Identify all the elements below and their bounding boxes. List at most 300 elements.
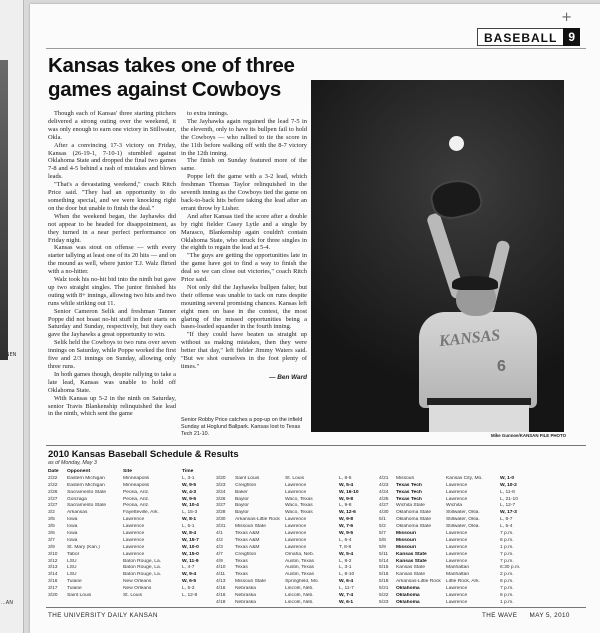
article-photo [311,80,564,432]
section-label: BASEBALL [477,28,563,46]
schedule-row [379,586,528,593]
game-result: L, 3-1 [339,565,352,571]
game-opponent: Missouri State [235,524,266,530]
game-opponent: Tabor [67,551,80,557]
game-opponent: Saint Louis [235,475,260,481]
game-site: Lawrence [123,544,145,550]
game-opponent: LSU [67,558,77,564]
game-result: W, 9-5 [339,531,354,537]
schedule-row [379,531,528,538]
game-site: Minneapolis [123,475,150,481]
previous-page-fragment-top: ...NEN [1,352,17,358]
game-date: 4/10 [216,565,226,571]
game-opponent: Nebraska [235,586,256,592]
game-opponent: Oklahoma State [396,517,432,523]
game-site: Little Rock, Ark. [446,579,480,585]
game-date: 3/12 [48,558,58,564]
game-date: 3/13 [48,565,58,571]
baseball-icon [449,136,464,151]
game-result: L, 3-1 [182,475,195,481]
game-result: T, 8-8 [339,544,352,550]
game-site: Waco, Texas [285,503,313,509]
game-date: 5/8 [379,537,386,543]
game-result: 6 p.m. [500,537,514,543]
game-site: Austin, Texas [285,572,314,578]
game-date: 4/21 [379,475,389,481]
previous-page-photo-edge [0,60,8,360]
game-result: 2 p.m. [500,572,514,578]
article-paragraph: The finish on Sunday featured more of the same. [181,157,307,173]
game-result: W, 15-7 [182,537,199,543]
game-opponent: Wichita State [396,503,425,509]
game-date: 3/27 [216,503,226,509]
schedule-rule [46,445,586,446]
game-site: Lawrence [446,586,468,592]
header-opponent: Opponent [67,469,91,474]
game-date: 3/17 [48,586,58,592]
schedule-row [216,524,367,531]
game-opponent: Eastern Michigan [67,475,105,481]
article-paragraph: Though each of Kansas' three starting pitchers delivered a strong outing over the weekend, it was only enough to earn one victory in Stillwater, Okla. [48,110,176,141]
game-opponent: Kansas State [396,572,426,578]
schedule-row [379,538,528,545]
game-result: L, 6-4 [339,537,352,543]
game-date: 3/6 [48,531,55,537]
game-opponent: Missouri State [235,579,266,585]
game-result: W, 5-4 [339,551,354,557]
game-site: Baton Rouge, La. [123,572,162,578]
article-paragraph: Not only did the Jayhawks bullpen falter, but their offense was unable to tack on runs despite mounting several promising chances. Kansas left eight men on base in the contest, the most glaring of the missed opportunities being a bases-loaded squander in the fourth inning. [181,283,307,331]
game-opponent: Iowa [67,524,78,530]
game-opponent: Eastern Michigan [67,482,105,488]
schedule-row [379,483,528,490]
game-site: Lawrence [446,544,468,550]
article-paragraph: Selik held the Cowboys to two runs over seven innings on Saturday, while Poppe worked the first five and 2/3 innings on Sunday, allowing only three runs. [48,339,176,370]
jersey-number: 6 [497,358,506,375]
game-date: 4/27 [379,503,389,509]
schedule-row [48,552,210,559]
game-date: 2/26 [48,489,58,495]
game-site: Manhattan [446,565,470,571]
game-date: 2/22 [48,475,58,481]
game-opponent: Texas Tech [396,489,422,495]
header-time: Time [182,469,194,474]
game-result: 1 p.m. [500,599,514,605]
game-result: W, 9-8 [339,517,354,523]
game-opponent: LSU [67,572,77,578]
game-date: 3/26 [216,496,226,502]
game-result: L, 12-7 [500,503,516,509]
game-site: Lincoln, Neb. [285,599,314,605]
game-result: L, 12-8 [182,593,198,599]
game-date: 4/23 [379,482,389,488]
player-jersey [419,312,537,408]
byline: — Ben Ward [181,374,307,382]
game-opponent: Kansas State [396,558,427,564]
game-opponent: Missouri [396,531,417,537]
game-opponent: Saint Louis [67,593,92,599]
game-result: L, 15-3 [182,510,198,516]
game-opponent: Missouri [396,544,417,550]
article-paragraph: to extra innings. [187,110,229,117]
game-result: W, 10-2 [500,482,517,488]
game-date: 3/5 [48,524,55,530]
game-opponent: Nebraska [235,599,256,605]
game-result: L, 5-4 [500,524,513,530]
game-result: L, 5-3 [182,586,195,592]
game-date: 4/25 [379,496,389,502]
game-site: Lawrence [123,537,145,543]
game-result: W, 7-6 [339,524,354,530]
article-paragraph: "That's a devastating weekend," coach Ritch Price said. "They had an opportunity to do something special, and we were knocking right on the door but unable to finish the deal." [48,181,176,212]
game-opponent: Oklahoma State [396,524,432,530]
game-site: Baton Rouge, La. [123,558,162,564]
game-site: Lawrence [446,599,468,605]
schedule-block-2 [216,469,367,607]
schedule-row [379,490,528,497]
schedule-row [48,531,210,538]
header-site: Site [123,469,132,474]
schedule-row [379,552,528,559]
game-date: 4/7 [216,551,223,557]
article-column-1 [48,110,176,418]
game-date: 2/27 [48,496,58,502]
game-date: 4/16 [216,593,226,599]
game-site: Fayetteville, Ark. [123,510,159,516]
game-site: Lawrence [123,531,145,537]
article-paragraph: When the weekend began, the Jayhawks did not appear to be headed for disappointment, as they turned in a near perfect performance on Friday night. [48,212,176,244]
game-opponent: Baylor [235,510,249,516]
schedule-header-spacer [379,469,528,476]
game-opponent: Oklahoma [396,593,420,599]
game-result: W, 11-9 [182,558,199,564]
game-opponent: Gonzaga [67,496,87,502]
game-result: W, 9-8 [339,496,354,502]
footer-rule [46,607,586,608]
schedule-row [216,476,367,483]
game-opponent: Texas [235,565,248,571]
game-opponent: Kansas State [396,565,426,571]
game-site: Waco, Texas [285,510,313,516]
game-site: Lawrence [285,537,307,543]
game-opponent: Nebraska [235,593,256,599]
game-date: 2/22 [48,482,58,488]
game-site: New Orleans [123,579,152,585]
game-opponent: Iowa [67,531,78,537]
game-date: 4/30 [379,510,389,516]
game-result: W, 16-10 [339,489,359,495]
footer-paper-name: THE UNIVERSITY DAILY KANSAN [48,612,158,619]
article-paragraph: In both games though, despite rallying to take a late lead, Kansas was unable to hold off Oklahoma State. [48,370,176,394]
game-site: Lawrence [446,558,468,564]
game-opponent: Missouri [396,537,417,543]
game-date: 4/9 [216,558,223,564]
game-result: W, 4-3 [182,489,197,495]
schedule-header-spacer [216,469,367,476]
article-paragraph: After a convincing 17-3 victory on Friday, Kansas (26-19-1, 7-10-1) stumbled against Oklahoma State and dropped the final two games 7-8 and 4-5 behind a rash of mistakes and blown leads. [48,141,176,181]
game-site: Lawrence [446,593,468,599]
game-date: 3/16 [48,579,58,585]
game-date: 3/24 [216,489,226,495]
game-result: L, 5-1 [182,524,195,530]
game-site: Manhattan [446,572,470,578]
game-result: W, 6-5 [182,579,197,585]
game-site: Lawrence [285,517,307,523]
game-site: New Orleans [123,586,152,592]
game-site: Lawrence [123,524,145,530]
schedule-row [48,476,210,483]
game-date: 4/13 [216,579,226,585]
game-site: Lawrence [123,551,145,557]
game-date: 5/18 [379,579,389,585]
schedule-row [48,490,210,497]
game-date: 4/2 [216,537,223,543]
game-site: Lawrence [446,496,468,502]
game-result: L, 8-7 [500,517,513,523]
game-date: 5/1 [379,517,386,523]
game-result: W, 8-4 [182,531,197,537]
newspaper-page [30,4,600,633]
player-cap [452,276,498,290]
schedule-row [48,524,210,531]
schedule-row [216,531,367,538]
headline: Kansas takes one of three games against Cowboys [48,54,295,101]
game-date: 3/31 [216,524,226,530]
game-site: Springfield, Mo. [285,579,319,585]
game-result: W, 17-3 [500,510,517,516]
game-opponent: Texas Tech [396,496,422,502]
article-paragraph: Poppe left the game with a 3-2 lead, which freshman Thomas Taylor relinquished in the seventh inning as the Cowboys tied the game on back-to-back hits before taking the lead after an errant throw by Lisher. [181,173,307,212]
game-result: 7 p.m. [500,531,514,537]
game-result: W, 9-5 [182,482,197,488]
game-date: 3/20 [216,475,226,481]
schedule-subtitle: as of Monday, May 3 [48,460,97,466]
footer-section: THE WAVE [482,612,518,619]
game-date: 3/23 [216,482,226,488]
game-site: St. Louis [123,593,143,599]
jersey-lettering: KANSAS [438,326,502,351]
game-result: 6 p.m. [500,593,514,599]
game-opponent: Oklahoma State [396,510,432,516]
schedule-block-3 [379,469,528,607]
photo-caption: Senior Robby Price catches a pop-up on the infield Sunday at Hoglund Ballpark. Kansas lost to Texas Tech 21-10. [181,417,303,437]
page-number: 9 [563,28,580,46]
game-result: W, 1-0 [500,475,515,481]
player-belt [427,398,531,405]
game-opponent: Baylor [235,503,249,509]
schedule-row [379,545,528,552]
game-result: 7 p.m. [500,558,514,564]
game-date: 4/11 [216,572,226,578]
schedule-row [379,476,528,483]
header-date: Date [48,469,59,474]
schedule-row [379,600,528,607]
schedule-row [48,538,210,545]
game-site: Lawrence [285,531,307,537]
game-site: Baton Rouge, La. [123,565,162,571]
article-paragraph: With Kansas up 5-2 in the ninth on Saturday, senior Travis Blankenship relinquished the lead in the ninth, which sent the game [48,394,176,418]
game-site: Austin, Texas [285,558,314,564]
article-paragraph: Senior Cameron Selik and freshman Tanner Poppe did not boast no-hit stuff in their starts on Saturday and Sunday, respectively, but they each gave the Jayhawks a great opportunity to win. [48,307,176,339]
game-date: 5/16 [379,572,389,578]
game-date: 5/7 [379,531,386,537]
game-site: Kansas City, Mo. [446,475,483,481]
game-result: 6 p.m. [500,579,514,585]
article-paragraph: And after Kansas tied the score after a double by right fielder Casey Lytle and a single by Marasco, Blankenship again couldn't contain Oklahoma State, who struck for three singles in the eighth to regain the lead at 5-4. [181,212,307,252]
game-date: 5/11 [379,551,389,557]
game-date: 4/3 [216,544,223,550]
game-result: W, 6-4 [339,579,354,585]
game-opponent: Texas A&M [235,531,260,537]
registration-mark-icon: + [561,10,572,25]
game-date: 2/27 [48,503,58,509]
game-date: 3/28 [216,510,226,516]
schedule-header [48,469,210,476]
game-date: 3/2 [48,510,55,516]
game-result: L, 9-8 [339,503,352,509]
game-site: Lawrence [285,489,307,495]
game-site: Lawrence [446,551,468,557]
article-paragraph: The Jayhawks again regained the lead 7-5 in the eleventh, only to have its bullpen fail to hold the Cowboys — who rallied to tie the score in the 11th before walking off with the 8-7 victory in the 12th inning. [181,117,307,157]
game-opponent: Texas Tech [396,482,422,488]
game-opponent: Arkansas [67,510,88,516]
top-rule [46,48,586,49]
game-result: 6:30 p.m. [500,565,521,571]
game-site: Minneapolis [123,482,150,488]
schedule-row [48,593,210,600]
game-result: L, 21-10 [500,496,518,502]
game-date: 5/21 [379,586,389,592]
schedule-row [48,586,210,593]
game-result: W, 7-4 [339,593,354,599]
game-date: 5/23 [379,599,389,605]
game-site: Lawrence [446,489,468,495]
game-date: 5/2 [379,524,386,530]
schedule-row [216,586,367,593]
article-paragraph: "If they could have beaten us straight up without us making mistakes, then they were better that day," left fielder Jimmy Waters said. "But we shot ourselves in the foot plenty of times." [181,331,307,370]
game-result: W, 8-1 [182,517,197,523]
game-date: 4/16 [216,586,226,592]
game-date: 5/14 [379,558,389,564]
game-opponent: Sacramento State [67,489,107,495]
game-opponent: Creighton [235,482,257,488]
game-result: 1 p.m. [500,544,514,550]
game-site: Lawrence [446,482,468,488]
game-date: 3/20 [48,593,58,599]
game-result: L, 11-7 [339,586,354,592]
game-result: W, 15-0 [182,551,199,557]
game-site: Stillwater, Okla. [446,524,480,530]
game-result: L, 8-10 [339,572,355,578]
game-date: 5/9 [379,544,386,550]
player-pants [429,405,529,432]
game-site: Lawrence [285,482,307,488]
game-opponent: St. Mary (Kan.) [67,544,100,550]
schedule-row [48,483,210,490]
game-date: 3/30 [216,517,226,523]
game-opponent: Arkansas-Little Rock [235,517,280,523]
game-site: Omaha, Neb. [285,551,315,557]
game-site: Stillwater, Okla. [446,517,480,523]
game-opponent: Kansas State [396,551,427,557]
article-paragraph: Kansas was stout on offense — with every starter tallying at least one of its 20 hits — and on the mound as well, where junior T.J. Walz flirted with a no-hitter. [48,244,176,276]
game-opponent: Texas [235,558,248,564]
game-opponent: Baylor [235,496,249,502]
article-paragraph: Walz took his no-hit bid into the ninth but gave up two straight singles. The junior finished his outing with 8+ innings, allowing two hits and two runs while striking out 11. [48,276,176,307]
game-opponent: Missouri [396,475,415,481]
footer-right [482,612,570,619]
game-date: 5/22 [379,593,389,599]
schedule-title: 2010 Kansas Baseball Schedule & Results [48,449,239,460]
previous-page-edge [0,0,24,633]
article-paragraph: "The guys are getting the opportunities late in the game have got to find a way to finish the deal so we can close out victories," coach Ritch Price said. [181,252,307,284]
game-site: Waco, Texas [285,496,313,502]
game-date: 4/1 [216,531,223,537]
game-opponent: Arkansas-Little Rock [396,579,441,585]
game-site: St. Louis [285,475,305,481]
game-site: Stillwater, Okla. [446,510,480,516]
schedule-row [216,600,367,607]
game-opponent: Texas [235,572,248,578]
game-site: Lawrence [285,524,307,530]
game-site: Lawrence [123,517,145,523]
game-result: W, 12-6 [339,510,356,516]
game-site: Lincoln, Neb. [285,593,314,599]
game-opponent: Oklahoma [396,586,420,592]
schedule-row [379,593,528,600]
game-opponent: Tulane [67,579,82,585]
game-opponent: Sacramento State [67,503,107,509]
game-site: Lincoln, Neb. [285,586,314,592]
schedule-row [216,490,367,497]
game-result: W, 9-4 [182,572,197,578]
game-opponent: Tulane [67,586,82,592]
game-result: L, 8-2 [339,558,352,564]
schedule-row [379,524,528,531]
game-site: Lawrence [446,531,468,537]
game-result: W, 10-0 [182,544,199,550]
game-opponent: Texas A&M [235,544,260,550]
game-date: 5/15 [379,565,389,571]
game-site: Lawrence [285,544,307,550]
section-tab [477,28,580,46]
game-result: L, 11-8 [500,489,515,495]
game-opponent: Oklahoma [396,599,420,605]
game-site: Austin, Texas [285,565,314,571]
game-site: Peoria, Ariz. [123,489,150,495]
footer-date: MAY 5, 2010 [529,612,570,619]
schedule-row [216,552,367,559]
schedule-row [216,593,367,600]
game-result: W, 5-4 [339,482,354,488]
schedule-row [216,538,367,545]
photo-credit: Mike Gunnoe/KANSAN FILE PHOTO [490,433,566,438]
game-date: 4/18 [216,599,226,605]
game-site: Lawrence [446,537,468,543]
game-site: Peoria, Ariz. [123,496,150,502]
game-date: 3/5 [48,517,55,523]
game-result: W, 10-4 [182,503,199,509]
schedule-row [216,483,367,490]
game-opponent: Texas A&M [235,537,260,543]
game-opponent: Baker [235,489,248,495]
game-opponent: LSU [67,565,77,571]
game-date: 3/9 [48,544,55,550]
game-site: Wichita [446,503,463,509]
game-opponent: Iowa [67,537,78,543]
game-date: 3/14 [48,572,58,578]
article-column-2 [181,110,307,382]
